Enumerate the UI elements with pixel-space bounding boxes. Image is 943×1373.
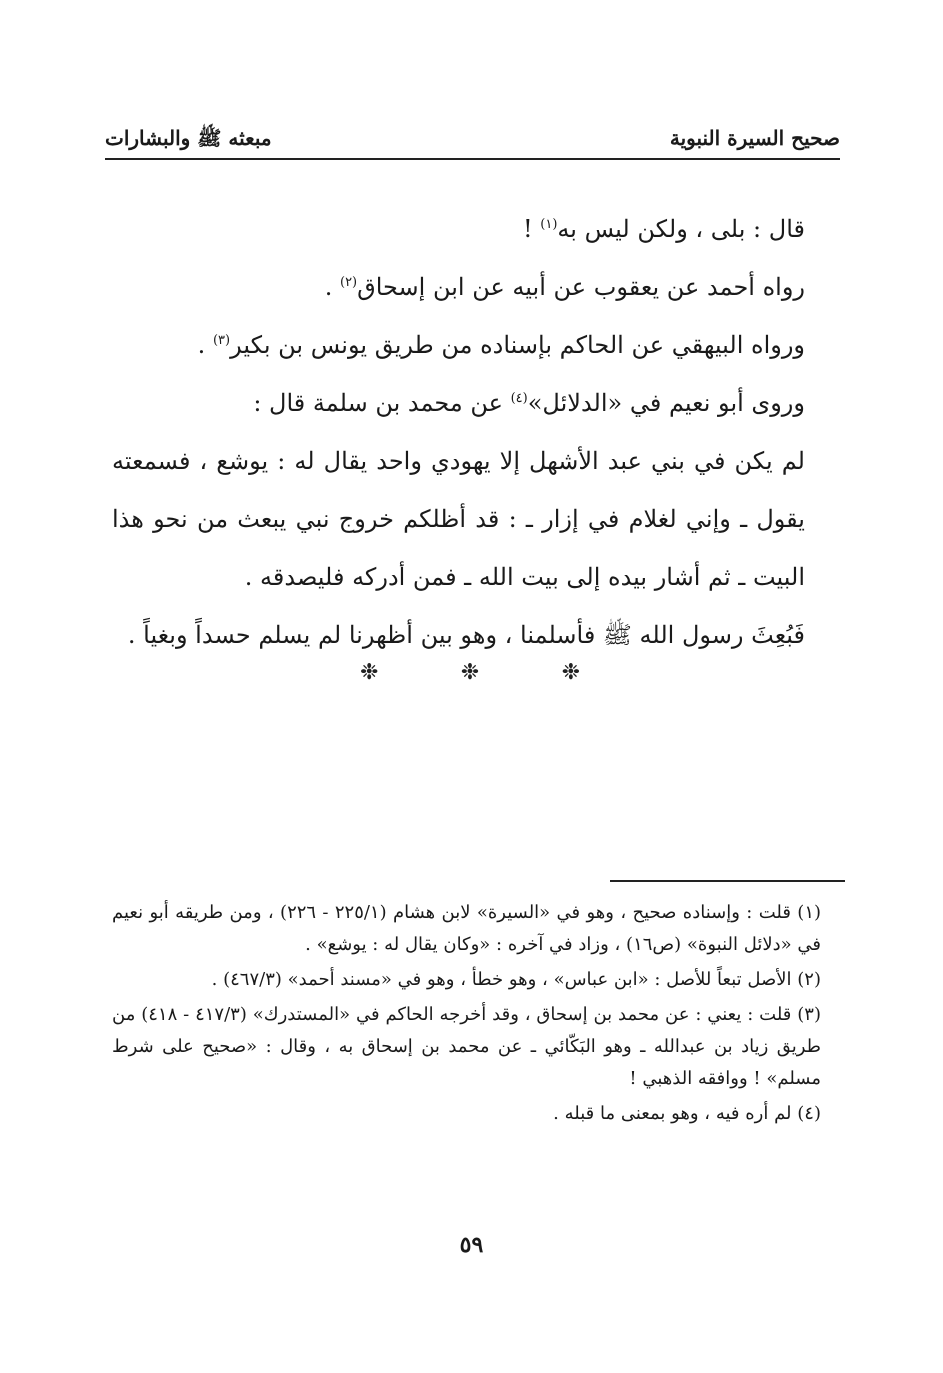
footnote-ref-3: (٣) [212,333,231,348]
page-number: ٥٩ [459,1232,484,1258]
paragraph-5: لم يكن في بني عبد الأشهل إلا يهودي واحد يقال له : يوشع ، فسمعته يقول ـ وإني لغلام في إزار ـ : قد أظلكم خروج نبي يبعث من نحو هذا البيت ـ ثم أشار بيده إلى بيت الله ـ فمن أدركه فليصدقه . [112,447,805,591]
paragraph-1-tail: ! [522,215,541,243]
book-title: صحيح السيرة النبوية [669,126,840,150]
paragraph-1-text: قال : بلى ، ولكن ليس به [557,215,805,243]
ornament-icon: ❉ [561,660,580,685]
paragraph-2-tail: . [324,273,340,301]
footnote-ref-1: (١) [540,217,558,232]
paragraph-1 [112,200,805,258]
footnote-rule [610,880,845,882]
ornament-icon: ❉ [360,660,379,685]
footnote-ref-2: (٢) [339,275,358,290]
paragraph-4 [112,374,805,432]
footnote-2: (٢) الأصل تبعاً للأصل : «ابن عباس» ، وهو خطأ ، وهو في «مسند أحمد» (٤٦٧/٣) . [211,969,821,990]
paragraph-4-text: وروى أبو نعيم في «الدلائل» [527,389,805,417]
paragraph-3-tail: . [197,331,213,359]
paragraph-4-tail: عن محمد بن سلمة قال : [253,389,511,417]
chapter-title: مبعثه ﷺ والبشارات [105,126,272,150]
paragraph-2-text: رواه أحمد عن يعقوب عن أبيه عن ابن إسحاق [357,273,805,301]
footnotes [112,897,845,1133]
paragraph-2 [112,258,805,316]
footnote-4: (٤) لم أره فيه ، وهو بمعنى ما قبله . [553,1103,821,1124]
paragraph-6: فَبُعِثَ رسول الله ﷺ فأسلمنا ، وهو بين أظهرنا لم يسلم حسداً وبغياً . [127,621,805,649]
paragraph-3-text: ورواه البيهقي عن الحاكم بإسناده من طريق يونس بن بكير [230,331,805,359]
paragraph-3 [112,316,805,374]
running-head [105,118,840,158]
header-rule [105,158,840,160]
footnote-1: (١) قلت : وإسناده صحيح ، وهو في «السيرة» لابن هشام (٢٢٥/١ - ٢٢٦) ، ومن طريقه أبو نعيم في «دلائل النبوة» (ص١٦) ، وزاد في آخره : «وكان يقال له : يوشع» . [112,902,822,955]
main-text [112,200,805,664]
footnote-ref-4: (٤) [510,391,528,406]
ornament-icon: ❉ [460,660,480,685]
footnote-3: (٣) قلت : يعني : عن محمد بن إسحاق ، وقد أخرجه الحاكم في «المستدرك» (٤١٧/٣ - ٤١٨) من طريق زياد بن عبدالله ـ وهو البَكّائي ـ عن محمد بن إسحاق به ، وقال : «صحيح على شرط مسلم» ! ووافقه الذهبي ! [112,1004,821,1089]
section-ornaments [360,660,580,685]
